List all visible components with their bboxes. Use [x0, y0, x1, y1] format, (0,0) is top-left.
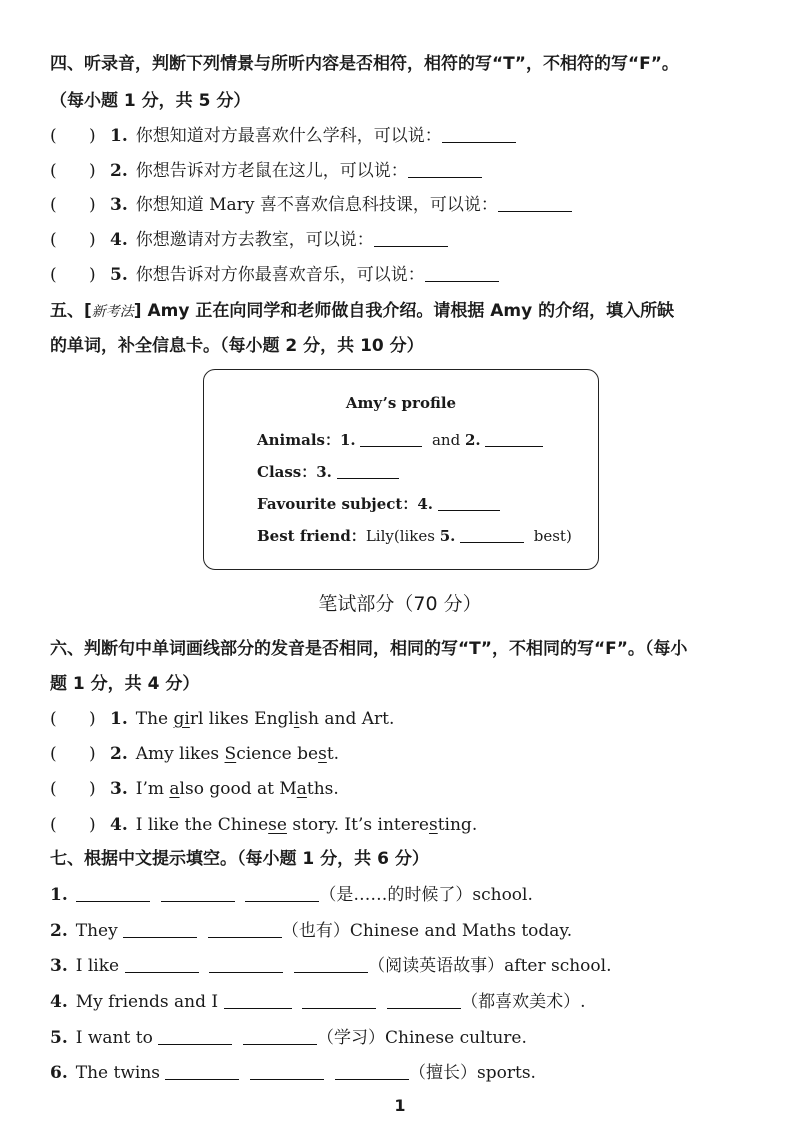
answer-blank[interactable]	[158, 1026, 232, 1045]
answer-blank[interactable]	[442, 124, 516, 143]
s4-item-1: ( ) 1. 你想知道对方最喜欢什么学科，可以说：	[50, 123, 516, 149]
answer-blank[interactable]	[208, 919, 282, 938]
section6-title: 六、判断句中单词画线部分的发音是否相同，相同的写“T”，不相同的写“F”。（每小	[50, 639, 688, 659]
section7-title: 七、根据中文提示填空。（每小题 1 分，共 6 分）	[50, 849, 429, 869]
s7-item-2: 2. They （也有）Chinese and Maths today.	[50, 921, 573, 941]
profile-card	[203, 369, 599, 570]
answer-blank[interactable]	[337, 460, 399, 479]
answer-blank[interactable]	[485, 428, 543, 447]
section4-score: （每小题 1 分，共 5 分）	[50, 91, 251, 111]
new-method-tag: 新考法	[91, 304, 134, 320]
section4-title: 四、听录音，判断下列情景与所听内容是否相符，相符的写“T”，不相符的写“F”。	[50, 54, 679, 74]
answer-blank[interactable]	[161, 883, 235, 902]
s7-item-4: 4. My friends and I （都喜欢美术）.	[50, 992, 586, 1012]
answer-blank[interactable]	[408, 159, 482, 178]
answer-blank[interactable]	[425, 263, 499, 282]
answer-blank[interactable]	[302, 990, 376, 1009]
answer-blank[interactable]	[224, 990, 292, 1009]
s4-item-2: ( ) 2. 你想告诉对方老鼠在这儿，可以说：	[50, 158, 482, 184]
s4-item-5: ( ) 5. 你想告诉对方你最喜欢音乐，可以说：	[50, 262, 499, 288]
card-title: Amy’s profile	[345, 394, 457, 412]
answer-blank[interactable]	[250, 1061, 324, 1080]
answer-blank[interactable]	[125, 954, 199, 973]
s6-item-4: ( ) 4. I like the Chinese story. It’s interesting.	[50, 815, 478, 835]
s6-item-3: ( ) 3. I’m also good at Maths.	[50, 779, 339, 799]
s7-item-3: 3. I like （阅读英语故事）after school.	[50, 956, 612, 976]
section5-title: 五、[新考法] Amy 正在向同学和老师做自我介绍。请根据 Amy 的介绍，填入所缺	[50, 301, 675, 321]
answer-blank[interactable]	[76, 883, 150, 902]
card-row-subject: Favourite subject：4.	[257, 492, 500, 514]
section5-title-2: 的单词，补全信息卡。（每小题 2 分，共 10 分）	[50, 336, 424, 356]
s4-item-4: ( ) 4. 你想邀请对方去教室，可以说：	[50, 227, 448, 253]
s7-item-6: 6. The twins （擅长）sports.	[50, 1063, 536, 1083]
answer-blank[interactable]	[294, 954, 368, 973]
card-row-friend: Best friend：Lily(likes 5. best)	[257, 524, 572, 546]
answer-blank[interactable]	[165, 1061, 239, 1080]
answer-blank[interactable]	[387, 990, 461, 1009]
s7-item-5: 5. I want to （学习）Chinese culture.	[50, 1028, 527, 1048]
answer-blank[interactable]	[460, 524, 524, 543]
answer-blank[interactable]	[438, 492, 500, 511]
answer-blank[interactable]	[498, 193, 572, 212]
answer-blank[interactable]	[335, 1061, 409, 1080]
answer-blank[interactable]	[245, 883, 319, 902]
card-row-class: Class：3.	[257, 460, 399, 482]
s6-item-2: ( ) 2. Amy likes Science best.	[50, 744, 340, 764]
answer-blank[interactable]	[209, 954, 283, 973]
answer-blank[interactable]	[374, 228, 448, 247]
s7-item-1: 1. （是……的时候了）school.	[50, 885, 533, 905]
written-part-title: 笔试部分（70 分）	[318, 593, 482, 615]
page-number: 1	[394, 1096, 406, 1115]
answer-blank[interactable]	[360, 428, 422, 447]
card-row-animals: Animals：1. and 2.	[257, 428, 543, 450]
s4-item-3: ( ) 3. 你想知道 Mary 喜不喜欢信息科技课，可以说：	[50, 192, 572, 218]
section6-title-2: 题 1 分，共 4 分）	[50, 674, 200, 694]
s6-item-1: ( ) 1. The girl likes English and Art.	[50, 709, 395, 729]
answer-blank[interactable]	[123, 919, 197, 938]
answer-blank[interactable]	[243, 1026, 317, 1045]
